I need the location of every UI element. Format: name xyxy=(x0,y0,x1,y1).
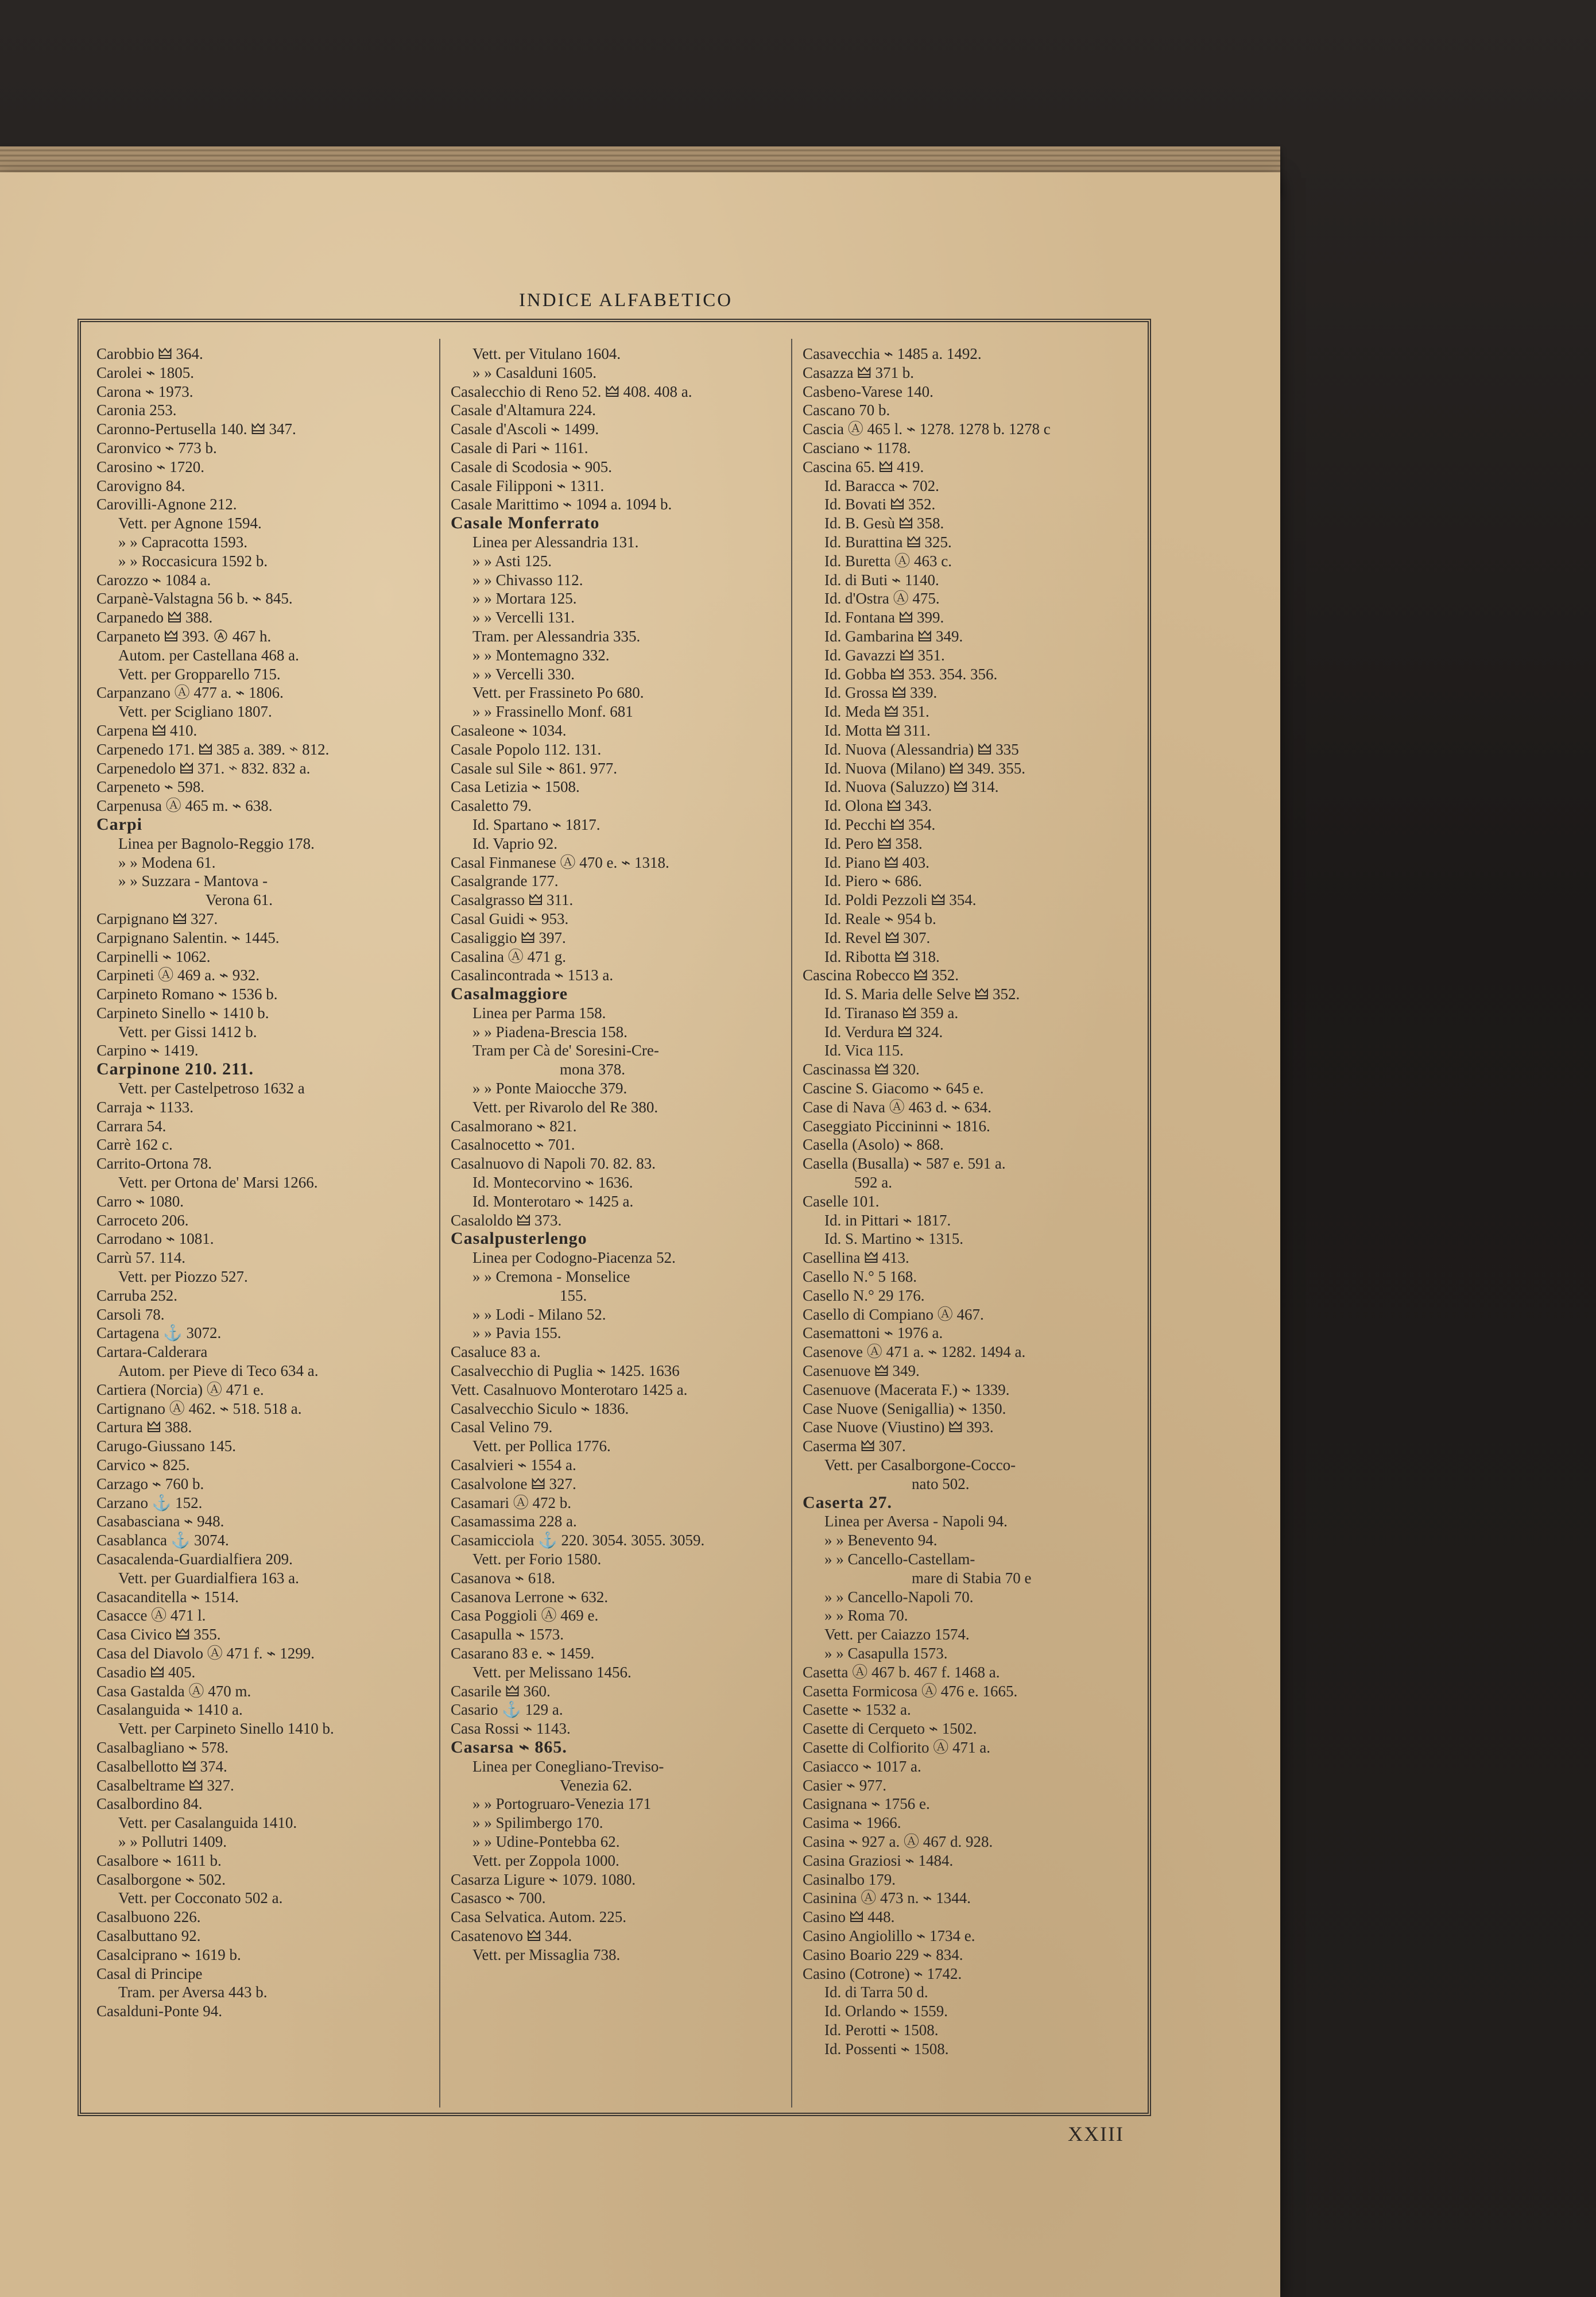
index-entry: Id. Meda 🜲 351. xyxy=(824,703,929,721)
index-entry: Casasco ⌁ 700. xyxy=(451,1889,546,1907)
index-entry: Caserma 🜲 307. xyxy=(803,1437,906,1455)
index-entry: Casa Rossi ⌁ 1143. xyxy=(451,1720,571,1738)
index-entry: Carruba 252. xyxy=(96,1286,177,1304)
index-entry: Id. d'Ostra Ⓐ 475. xyxy=(824,590,940,608)
index-entry: Caseggiato Piccininni ⌁ 1816. xyxy=(803,1117,990,1135)
index-entry: Carvico ⌁ 825. xyxy=(96,1456,190,1474)
index-entry: Carrodano ⌁ 1081. xyxy=(96,1230,214,1248)
index-entry: Casalbuttano 92. xyxy=(96,1927,201,1944)
index-entry: Casarano 83 e. ⌁ 1459. xyxy=(451,1644,595,1662)
index-entry: Casenuove 🜲 349. xyxy=(803,1362,920,1380)
index-entry: Casaletto 79. xyxy=(451,797,532,815)
index-entry: mona 378. xyxy=(560,1061,625,1078)
index-entry: Id. Ribotta 🜲 318. xyxy=(824,948,940,965)
index-entry: Casina Graziosi ⌁ 1484. xyxy=(803,1851,954,1869)
index-entry: Casbeno-Varese 140. xyxy=(803,382,933,400)
index-entry: Carpanè-Valstagna 56 b. ⌁ 845. xyxy=(96,590,293,608)
index-entry: Casalbore ⌁ 1611 b. xyxy=(96,1851,222,1869)
index-entry: Casalvecchio di Puglia ⌁ 1425. 1636 xyxy=(451,1362,680,1380)
index-entry: Carpeneto ⌁ 598. xyxy=(96,778,204,796)
index-entry: Carpignano 🜲 327. xyxy=(96,910,218,927)
index-entry: Casapulla ⌁ 1573. xyxy=(451,1626,564,1644)
index-entry: Caselle 101. xyxy=(803,1192,880,1210)
index-entry: Id. in Pittari ⌁ 1817. xyxy=(824,1211,951,1229)
index-entry: Case Nuove (Viustino) 🜲 393. xyxy=(803,1418,994,1436)
index-entry: Id. Spartano ⌁ 1817. xyxy=(472,815,601,833)
index-entry: » » Cremona - Monselice xyxy=(472,1268,630,1286)
index-entry: Carrara 54. xyxy=(96,1117,166,1135)
index-entry: Vett. per Caiazzo 1574. xyxy=(824,1626,970,1644)
index-entry: Id. Gambarina 🜲 349. xyxy=(824,627,963,645)
index-entry: Casacalenda-Guardialfiera 209. xyxy=(96,1550,293,1568)
index-entry: Casette di Colfiorito Ⓐ 471 a. xyxy=(803,1738,990,1756)
index-entry: Linea per Bagnolo-Reggio 178. xyxy=(118,834,315,852)
index-entry: Case Nuove (Senigallia) ⌁ 1350. xyxy=(803,1399,1006,1417)
index-entry: Casalanguida ⌁ 1410 a. xyxy=(96,1701,243,1719)
index-entry: Cascano 70 b. xyxy=(803,401,890,419)
index-entry: Casalgrande 177. xyxy=(451,872,559,890)
index-entry: Casamicciola ⚓ 220. 3054. 3055. 3059. xyxy=(451,1532,705,1549)
index-entry: Carpena 🜲 410. xyxy=(96,721,197,739)
index-entry: Casalbuono 226. xyxy=(96,1908,201,1926)
index-entry: Vett. Casalnuovo Monterotaro 1425 a. xyxy=(451,1380,688,1398)
index-entry: Casier ⌁ 977. xyxy=(803,1776,886,1794)
index-entry: Id. Pecchi 🜲 354. xyxy=(824,815,936,833)
index-entry: Casinina Ⓐ 473 n. ⌁ 1344. xyxy=(803,1889,971,1907)
index-entry: nato 502. xyxy=(912,1475,970,1492)
index-entry: Id. Vaprio 92. xyxy=(472,834,557,852)
index-entry: Vett. per Pollica 1776. xyxy=(472,1437,611,1455)
index-entry: Carraja ⌁ 1133. xyxy=(96,1098,193,1116)
index-entry: Tram. per Alessandria 335. xyxy=(472,627,641,645)
index-entry: Casale sul Sile ⌁ 861. 977. xyxy=(451,759,617,777)
index-entry: Casacanditella ⌁ 1514. xyxy=(96,1588,239,1606)
column-divider xyxy=(439,339,440,2107)
index-entry: Id. Piano 🜲 403. xyxy=(824,853,929,871)
index-entry: Casablanca ⚓ 3074. xyxy=(96,1532,229,1549)
index-entry: Vett. per Forio 1580. xyxy=(472,1550,602,1568)
index-entry: Casetta Ⓐ 467 b. 467 f. 1468 a. xyxy=(803,1663,1000,1681)
index-entry: Id. Gobba 🜲 353. 354. 356. xyxy=(824,665,998,683)
index-heading: Carpi xyxy=(96,815,142,834)
index-column-1 xyxy=(96,345,429,2021)
index-entry: Carpineti Ⓐ 469 a. ⌁ 932. xyxy=(96,966,259,984)
index-entry: » » Frassinello Monf. 681 xyxy=(472,703,633,721)
index-entry: » » Casapulla 1573. xyxy=(824,1644,948,1662)
index-entry: Id. Revel 🜲 307. xyxy=(824,929,931,946)
index-entry: Verona 61. xyxy=(206,891,273,909)
index-entry: Casale Filipponi ⌁ 1311. xyxy=(451,477,605,494)
index-entry: Cartagena ⚓ 3072. xyxy=(96,1324,222,1342)
index-heading: Caserta 27. xyxy=(803,1493,892,1512)
index-entry: Carpignano Salentin. ⌁ 1445. xyxy=(96,929,280,946)
index-entry: Id. Bovati 🜲 352. xyxy=(824,496,936,513)
index-entry: mare di Stabia 70 e xyxy=(912,1569,1032,1587)
index-entry: Casalnocetto ⌁ 701. xyxy=(451,1136,575,1154)
index-entry: Carro ⌁ 1080. xyxy=(96,1192,184,1210)
index-heading: Casale Monferrato xyxy=(451,514,600,533)
index-entry: Carolei ⌁ 1805. xyxy=(96,364,194,381)
index-entry: » » Suzzara - Mantova - xyxy=(118,872,268,890)
index-entry: Casale Marittimo ⌁ 1094 a. 1094 b. xyxy=(451,496,672,513)
index-entry: Casenuove (Macerata F.) ⌁ 1339. xyxy=(803,1380,1010,1398)
index-entry: » » Ponte Maiocche 379. xyxy=(472,1080,627,1097)
index-entry: Carpineto Sinello ⌁ 1410 b. xyxy=(96,1004,269,1022)
index-entry: Casamari Ⓐ 472 b. xyxy=(451,1494,571,1511)
index-entry: Casabasciana ⌁ 948. xyxy=(96,1513,224,1530)
index-entry: Carpineto Romano ⌁ 1536 b. xyxy=(96,985,278,1003)
index-entry: Vett. per Vitulano 1604. xyxy=(472,345,621,362)
index-entry: Linea per Parma 158. xyxy=(472,1004,606,1022)
index-entry: Casalincontrada ⌁ 1513 a. xyxy=(451,966,614,984)
index-entry: Vett. per Casalanguida 1410. xyxy=(118,1814,297,1832)
index-entry: Cascia Ⓐ 465 l. ⌁ 1278. 1278 b. 1278 c xyxy=(803,420,1051,438)
index-entry: Vett. per Guardialfiera 163 a. xyxy=(118,1569,299,1587)
index-entry: Carzano ⚓ 152. xyxy=(96,1494,203,1511)
index-entry: Carsoli 78. xyxy=(96,1305,165,1323)
index-entry: Vett. per Frassineto Po 680. xyxy=(472,684,644,702)
index-entry: Casa Selvatica. Autom. 225. xyxy=(451,1908,626,1926)
index-entry: Carpenusa Ⓐ 465 m. ⌁ 638. xyxy=(96,797,273,815)
index-entry: Id. Vica 115. xyxy=(824,1042,904,1059)
index-heading: Casarsa ⌁ 865. xyxy=(451,1738,567,1757)
index-entry: Casa Gastalda Ⓐ 470 m. xyxy=(96,1682,251,1700)
index-entry: » » Benevento 94. xyxy=(824,1532,938,1549)
index-entry: Carovilli-Agnone 212. xyxy=(96,496,237,513)
index-entry: » » Cancello-Castellam- xyxy=(824,1550,975,1568)
index-heading: Casalmaggiore xyxy=(451,985,568,1004)
index-entry: Cascina Robecco 🜲 352. xyxy=(803,966,959,984)
index-entry: » » Roma 70. xyxy=(824,1607,908,1625)
index-entry: Cascinassa 🜲 320. xyxy=(803,1061,920,1078)
index-entry: Id. Nuova (Alessandria) 🜲 335 xyxy=(824,740,1019,758)
index-entry: Id. Olona 🜲 343. xyxy=(824,797,932,815)
index-entry: Casalduni-Ponte 94. xyxy=(96,2002,222,2020)
index-entry: Id. Nuova (Saluzzo) 🜲 314. xyxy=(824,778,999,796)
index-entry: Tram. per Aversa 443 b. xyxy=(118,1983,268,2001)
index-entry: Casette di Cerqueto ⌁ 1502. xyxy=(803,1720,977,1738)
index-entry: Casatenovo 🜲 344. xyxy=(451,1927,572,1944)
index-entry: Casalvieri ⌁ 1554 a. xyxy=(451,1456,576,1474)
index-entry: Id. di Tarra 50 d. xyxy=(824,1983,928,2001)
page-header: INDICE ALFABETICO xyxy=(518,290,733,311)
index-entry: Id. S. Maria delle Selve 🜲 352. xyxy=(824,985,1020,1003)
index-entry: Carpanzano Ⓐ 477 a. ⌁ 1806. xyxy=(96,684,284,702)
index-entry: Vett. per Casalborgone-Cocco- xyxy=(824,1456,1016,1474)
index-entry: » » Spilimbergo 170. xyxy=(472,1814,603,1832)
index-entry: » » Mortara 125. xyxy=(472,590,577,608)
index-entry: Cascine S. Giacomo ⌁ 645 e. xyxy=(803,1080,984,1097)
index-entry: Casinalbo 179. xyxy=(803,1870,896,1888)
index-entry: Vett. per Ortona de' Marsi 1266. xyxy=(118,1174,318,1192)
index-entry: Casale di Pari ⌁ 1161. xyxy=(451,439,588,457)
index-entry: Autom. per Castellana 468 a. xyxy=(118,646,299,664)
index-entry: Casima ⌁ 1966. xyxy=(803,1814,901,1832)
index-entry: Linea per Alessandria 131. xyxy=(472,533,639,551)
index-entry: Casa Civico 🜲 355. xyxy=(96,1626,221,1644)
index-entry: Linea per Codogno-Piacenza 52. xyxy=(472,1249,676,1267)
index-entry: » » Vercelli 330. xyxy=(472,665,575,683)
index-entry: Id. Montecorvino ⌁ 1636. xyxy=(472,1174,633,1192)
index-entry: Carpinelli ⌁ 1062. xyxy=(96,948,211,965)
index-entry: Cartiera (Norcia) Ⓐ 471 e. xyxy=(96,1380,264,1398)
index-entry: Caronno-Pertusella 140. 🜲 347. xyxy=(96,420,296,438)
index-entry: Linea per Conegliano-Treviso- xyxy=(472,1757,664,1775)
index-column-2 xyxy=(451,345,784,1965)
index-entry: » » Montemagno 332. xyxy=(472,646,610,664)
index-entry: Casciano ⌁ 1178. xyxy=(803,439,911,457)
index-entry: Casanova Lerrone ⌁ 632. xyxy=(451,1588,609,1606)
index-entry: Cartignano Ⓐ 462. ⌁ 518. 518 a. xyxy=(96,1399,302,1417)
index-entry: Id. Fontana 🜲 399. xyxy=(824,609,944,627)
index-entry: Carrito-Ortona 78. xyxy=(96,1155,212,1173)
index-entry: Id. Piero ⌁ 686. xyxy=(824,872,922,890)
index-entry: Casanova ⌁ 618. xyxy=(451,1569,555,1587)
index-entry: Casette ⌁ 1532 a. xyxy=(803,1701,911,1719)
index-entry: Casacce Ⓐ 471 l. xyxy=(96,1607,206,1625)
index-entry: » » Roccasicura 1592 b. xyxy=(118,552,268,570)
index-entry: Carpenedolo 🜲 371. ⌁ 832. 832 a. xyxy=(96,759,311,777)
index-entry: Casina ⌁ 927 a. Ⓐ 467 d. 928. xyxy=(803,1832,993,1850)
index-entry: Vett. per Scigliano 1807. xyxy=(118,703,272,721)
index-entry: Id. Orlando ⌁ 1559. xyxy=(824,2002,948,2020)
index-entry: » » Lodi - Milano 52. xyxy=(472,1305,606,1323)
index-entry: Id. Burattina 🜲 325. xyxy=(824,533,952,551)
index-entry: Casalbagliano ⌁ 578. xyxy=(96,1738,228,1756)
index-entry: Caronvico ⌁ 773 b. xyxy=(96,439,217,457)
index-entry: » » Modena 61. xyxy=(118,853,216,871)
index-entry: Casal Velino 79. xyxy=(451,1418,553,1436)
index-entry: Casalina Ⓐ 471 g. xyxy=(451,948,566,965)
index-entry: Id. Buretta Ⓐ 463 c. xyxy=(824,552,952,570)
index-entry: Casalmorano ⌁ 821. xyxy=(451,1117,577,1135)
index-entry: Casiacco ⌁ 1017 a. xyxy=(803,1757,921,1775)
index-entry: Carrù 57. 114. xyxy=(96,1249,185,1267)
index-entry: Vett. per Zoppola 1000. xyxy=(472,1851,619,1869)
index-entry: Linea per Aversa - Napoli 94. xyxy=(824,1513,1008,1530)
index-entry: Id. Monterotaro ⌁ 1425 a. xyxy=(472,1192,634,1210)
index-entry: Carzago ⌁ 760 b. xyxy=(96,1475,204,1492)
index-entry: Vett. per Carpineto Sinello 1410 b. xyxy=(118,1720,334,1738)
index-entry: Casella (Busalla) ⌁ 587 e. 591 a. xyxy=(803,1155,1006,1173)
index-entry: Casavecchia ⌁ 1485 a. 1492. xyxy=(803,345,982,362)
index-entry: Casa Poggioli Ⓐ 469 e. xyxy=(451,1607,599,1625)
index-entry: Carobbio 🜲 364. xyxy=(96,345,203,362)
page-number: XXIII xyxy=(1068,2122,1124,2145)
index-entry: Caronia 253. xyxy=(96,401,177,419)
index-entry: Casalbordino 84. xyxy=(96,1795,203,1813)
index-entry: » » Pavia 155. xyxy=(472,1324,561,1342)
index-entry: Casaliggio 🜲 397. xyxy=(451,929,566,946)
index-entry: Casalciprano ⌁ 1619 b. xyxy=(96,1946,241,1963)
index-entry: » » Udine-Pontebba 62. xyxy=(472,1832,620,1850)
index-entry: Vett. per Missaglia 738. xyxy=(472,1946,621,1963)
index-entry: Casaleone ⌁ 1034. xyxy=(451,721,567,739)
index-entry: Casalecchio di Reno 52. 🜲 408. 408 a. xyxy=(451,382,692,400)
index-entry: Id. Reale ⌁ 954 b. xyxy=(824,910,936,927)
index-entry: Cartura 🜲 388. xyxy=(96,1418,192,1436)
index-entry: » » Pollutri 1409. xyxy=(118,1832,227,1850)
index-entry: Id. Baracca ⌁ 702. xyxy=(824,477,939,494)
index-entry: Casello N.° 29 176. xyxy=(803,1286,925,1304)
index-entry: Casalvolone 🜲 327. xyxy=(451,1475,576,1492)
index-entry: Casalbellotto 🜲 374. xyxy=(96,1757,227,1775)
index-entry: Carpanedo 🜲 388. xyxy=(96,609,213,627)
index-entry: Carpino ⌁ 1419. xyxy=(96,1042,199,1059)
index-entry: Id. Perotti ⌁ 1508. xyxy=(824,2021,939,2039)
index-entry: Casale di Scodosia ⌁ 905. xyxy=(451,458,612,475)
index-entry: Casino Boario 229 ⌁ 834. xyxy=(803,1946,963,1963)
index-entry: Id. Motta 🜲 311. xyxy=(824,721,931,739)
index-entry: Casignana ⌁ 1756 e. xyxy=(803,1795,930,1813)
index-entry: Casalborgone ⌁ 502. xyxy=(96,1870,226,1888)
index-entry: Cartara-Calderara xyxy=(96,1343,208,1361)
index-entry: Carugo-Giussano 145. xyxy=(96,1437,236,1455)
index-entry: Casa del Diavolo Ⓐ 471 f. ⌁ 1299. xyxy=(96,1644,315,1662)
index-entry: Casalbeltrame 🜲 327. xyxy=(96,1776,234,1794)
index-column-3 xyxy=(803,345,1136,2059)
index-entry: » » Casalduni 1605. xyxy=(472,364,596,381)
index-entry: Casa Letizia ⌁ 1508. xyxy=(451,778,580,796)
index-entry: Casemattoni ⌁ 1976 a. xyxy=(803,1324,943,1342)
index-entry: 592 a. xyxy=(854,1174,892,1192)
index-entry: Id. Gavazzi 🜲 351. xyxy=(824,646,945,664)
index-entry: Casella (Asolo) ⌁ 868. xyxy=(803,1136,944,1154)
index-entry: Casetta Formicosa Ⓐ 476 e. 1665. xyxy=(803,1682,1018,1700)
index-entry: Id. S. Martino ⌁ 1315. xyxy=(824,1230,963,1248)
index-entry: » » Vercelli 131. xyxy=(472,609,575,627)
index-entry: Cascina 65. 🜲 419. xyxy=(803,458,924,475)
index-entry: Id. Nuova (Milano) 🜲 349. 355. xyxy=(824,759,1026,777)
index-entry: Casalvecchio Siculo ⌁ 1836. xyxy=(451,1399,629,1417)
index-entry: Vett. per Melissano 1456. xyxy=(472,1663,632,1681)
index-entry: » » Portogruaro-Venezia 171 xyxy=(472,1795,652,1813)
index-entry: Id. Poldi Pezzoli 🜲 354. xyxy=(824,891,977,909)
index-entry: Casazza 🜲 371 b. xyxy=(803,364,915,381)
index-entry: 155. xyxy=(560,1286,587,1304)
index-entry: Id. di Buti ⌁ 1140. xyxy=(824,571,939,589)
index-entry: Casalgrasso 🜲 311. xyxy=(451,891,574,909)
index-entry: Casamassima 228 a. xyxy=(451,1513,577,1530)
index-entry: Casello N.° 5 168. xyxy=(803,1268,917,1286)
index-entry: Carosino ⌁ 1720. xyxy=(96,458,204,475)
index-entry: Casal Guidi ⌁ 953. xyxy=(451,910,569,927)
index-entry: Id. Verdura 🜲 324. xyxy=(824,1023,943,1041)
index-entry: Casenove Ⓐ 471 a. ⌁ 1282. 1494 a. xyxy=(803,1343,1026,1361)
index-heading: Casalpusterlengo xyxy=(451,1229,587,1248)
index-entry: Id. Tiranaso 🜲 359 a. xyxy=(824,1004,959,1022)
index-entry: Casal Finmanese Ⓐ 470 e. ⌁ 1318. xyxy=(451,853,669,871)
index-entry: Id. Possenti ⌁ 1508. xyxy=(824,2040,949,2058)
index-entry: Casarile 🜲 360. xyxy=(451,1682,551,1700)
index-entry: Id. Grossa 🜲 339. xyxy=(824,684,938,702)
index-entry: Casaluce 83 a. xyxy=(451,1343,541,1361)
index-entry: » » Asti 125. xyxy=(472,552,552,570)
index-entry: Id. Pero 🜲 358. xyxy=(824,834,923,852)
index-entry: » » Capracotta 1593. xyxy=(118,533,247,551)
index-entry: » » Piadena-Brescia 158. xyxy=(472,1023,627,1041)
index-entry: Vett. per Agnone 1594. xyxy=(118,515,262,532)
index-entry: Carpenedo 171. 🜲 385 a. 389. ⌁ 812. xyxy=(96,740,330,758)
index-entry: Casellina 🜲 413. xyxy=(803,1249,909,1267)
index-entry: Venezia 62. xyxy=(560,1776,632,1794)
index-entry: Carroceto 206. xyxy=(96,1211,189,1229)
index-entry: Vett. per Gissi 1412 b. xyxy=(118,1023,257,1041)
index-entry: Tram per Cà de' Soresini-Cre- xyxy=(472,1042,659,1059)
index-entry: Casario ⚓ 129 a. xyxy=(451,1701,563,1719)
index-entry: Casello di Compiano Ⓐ 467. xyxy=(803,1305,984,1323)
index-entry: Casino Angiolillo ⌁ 1734 e. xyxy=(803,1927,975,1944)
index-entry: Casale Popolo 112. 131. xyxy=(451,740,602,758)
index-entry: Carozzo ⌁ 1084 a. xyxy=(96,571,211,589)
index-entry: Casale d'Ascoli ⌁ 1499. xyxy=(451,420,599,438)
index-entry: Vett. per Rivarolo del Re 380. xyxy=(472,1098,658,1116)
index-entry: » » Cancello-Napoli 70. xyxy=(824,1588,974,1606)
index-entry: Vett. per Cocconato 502 a. xyxy=(118,1889,283,1907)
index-entry: Casale d'Altamura 224. xyxy=(451,401,596,419)
index-entry: Casal di Principe xyxy=(96,1965,203,1982)
index-entry: Casalnuovo di Napoli 70. 82. 83. xyxy=(451,1155,656,1173)
index-entry: Casino 🜲 448. xyxy=(803,1908,895,1926)
index-entry: Casino (Cotrone) ⌁ 1742. xyxy=(803,1965,962,1982)
index-entry: Vett. per Gropparello 715. xyxy=(118,665,281,683)
index-entry: Carrè 162 c. xyxy=(96,1136,173,1154)
index-entry: Casarza Ligure ⌁ 1079. 1080. xyxy=(451,1870,636,1888)
index-entry: Id. B. Gesù 🜲 358. xyxy=(824,515,944,532)
index-entry: Carovigno 84. xyxy=(96,477,185,494)
index-entry: Casadio 🜲 405. xyxy=(96,1663,196,1681)
index-entry: Vett. per Piozzo 527. xyxy=(118,1268,248,1286)
index-entry: Vett. per Castelpetroso 1632 a xyxy=(118,1080,305,1097)
index-entry: » » Chivasso 112. xyxy=(472,571,583,589)
index-entry: Carona ⌁ 1973. xyxy=(96,382,193,400)
index-entry: Autom. per Pieve di Teco 634 a. xyxy=(118,1362,319,1380)
index-entry: Carpaneto 🜲 393. Ⓐ 467 h. xyxy=(96,627,272,645)
index-entry: Casaloldo 🜲 373. xyxy=(451,1211,562,1229)
column-divider xyxy=(791,339,792,2107)
index-heading: Carpinone 210. 211. xyxy=(96,1060,254,1079)
index-entry: Case di Nava Ⓐ 463 d. ⌁ 634. xyxy=(803,1098,991,1116)
